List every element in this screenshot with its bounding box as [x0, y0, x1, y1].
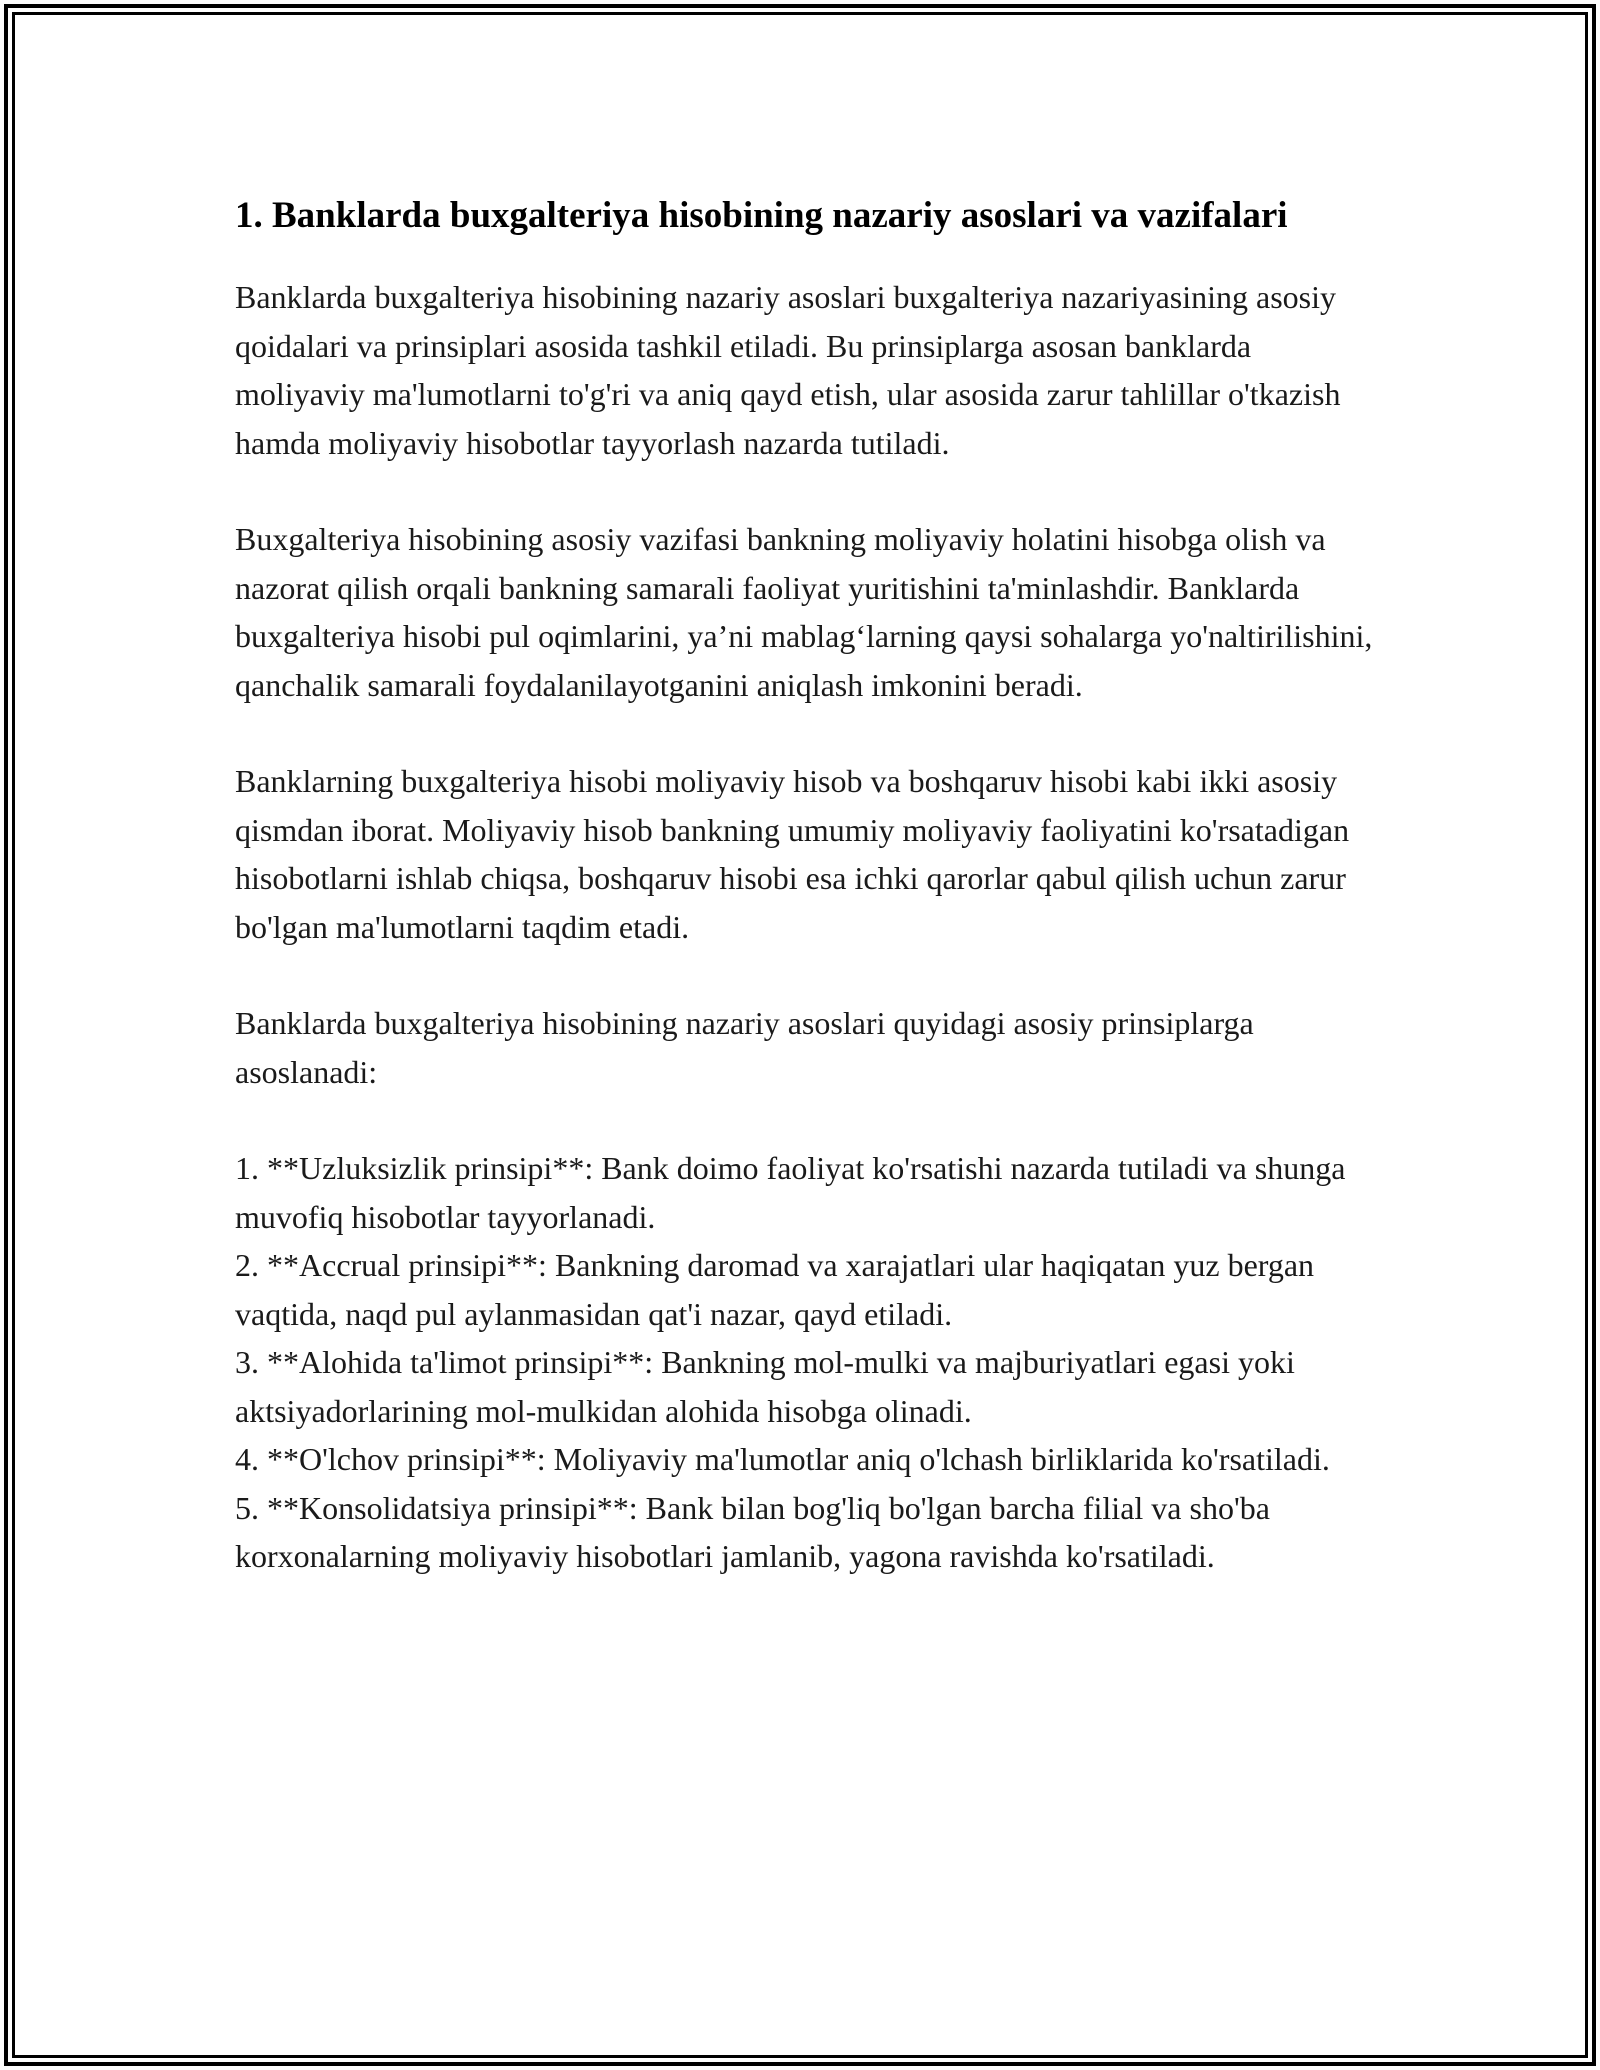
- paragraph-theoretical-basis: Banklarda buxgalteriya hisobining nazariy asoslari buxgalteriya nazariyasining asosiy qoidalari va prinsiplari asosida tashkil etiladi. Bu prinsiplarga asosan banklarda moliyaviy ma'lumotlarni to'g'ri va aniq qayd etish, ular asosida zarur tahlillar o'tkazish hamda moliyaviy hisobotlar tayyorlash nazarda tutiladi.: [235, 279, 1341, 461]
- principle-item-separate-entity: 3. **Alohida ta'limot prinsipi**: Bankning mol-mulki va majburiyatlari egasi yoki aktsiyadorlarining mol-mulkidan alohida hisobga olinadi.: [235, 1344, 1295, 1429]
- principles-list: [235, 1144, 1375, 1581]
- principle-item-accrual: 2. **Accrual prinsipi**: Bankning daromad va xarajatlari ular haqiqatan yuz bergan vaqtida, naqd pul aylanmasidan qat'i nazar, qayd etiladi.: [235, 1247, 1315, 1332]
- principle-item-measurement: 4. **O'lchov prinsipi**: Moliyaviy ma'lumotlar aniq o'lchash birliklarida ko'rsatiladi.: [235, 1441, 1330, 1477]
- principles-intro: Banklarda buxgalteriya hisobining nazariy asoslari quyidagi asosiy prinsiplarga asoslanadi:: [235, 1005, 1254, 1090]
- paragraph-accounting-parts: Banklarning buxgalteriya hisobi moliyaviy hisob va boshqaruv hisobi kabi ikki asosiy qismdan iborat. Moliyaviy hisob bankning umumiy moliyaviy faoliyatini ko'rsatadigan hisobotlarni ishlab chiqsa, boshqaruv hisobi esa ichki qarorlar qabul qilish uchun zarur bo'lgan ma'lumotlarni taqdim etadi.: [235, 763, 1350, 945]
- paragraph-main-task: Buxgalteriya hisobining asosiy vazifasi bankning moliyaviy holatini hisobga olish va nazorat qilish orqali bankning samarali faoliyat yuritishini ta'minlashdir. Banklarda buxgalteriya hisobi pul oqimlarini, ya’ni mablag‘larning qaysi sohalarga yo'naltirilishini, qanchalik samarali foydalanilayotganini aniqlash imkonini beradi.: [235, 521, 1373, 703]
- principle-item-consolidation: 5. **Konsolidatsiya prinsipi**: Bank bilan bog'liq bo'lgan barcha filial va sho'ba korxonalarning moliyaviy hisobotlari jamlanib, yagona ravishda ko'rsatiladi.: [235, 1489, 1270, 1574]
- section-title: 1. Banklarda buxgalteriya hisobining nazariy asoslari va vazifalari: [235, 195, 1288, 236]
- principle-item-continuity: 1. **Uzluksizlik prinsipi**: Bank doimo faoliyat ko'rsatishi nazarda tutiladi va shunga muvofiq hisobotlar tayyorlanadi.: [235, 1150, 1346, 1235]
- document-body: [235, 188, 1375, 1581]
